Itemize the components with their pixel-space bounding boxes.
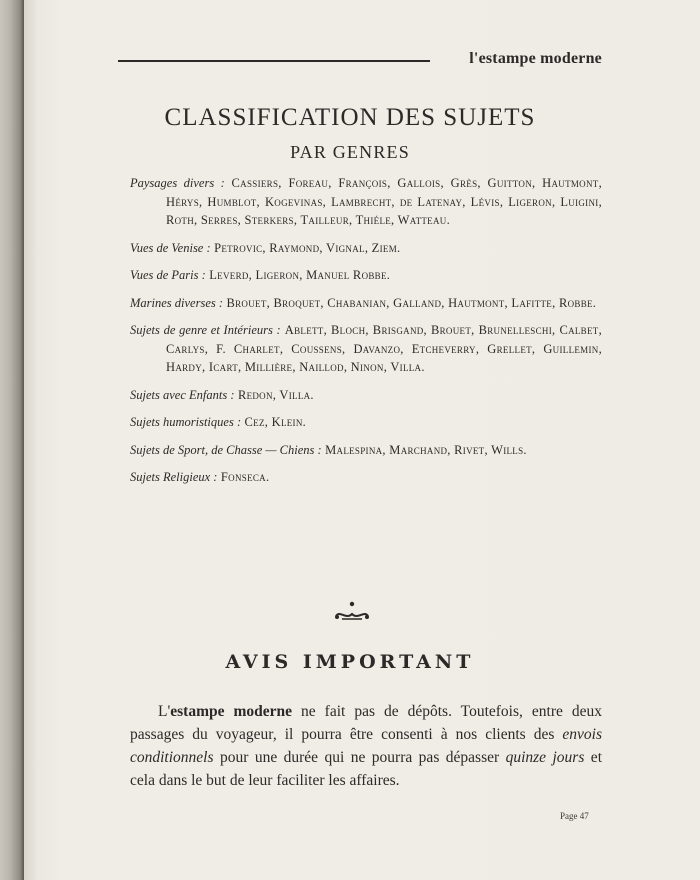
genre-artists: Brouet, Broquet, Chabanian, Galland, Hautmont, Lafitte, Robbe. [226, 295, 597, 310]
notice-emphasis: envois conditionnels [130, 725, 602, 766]
notice-text: pour une durée qui ne pourra pas dépasser [213, 748, 506, 766]
fleuron-ornament-icon [332, 600, 372, 624]
genre-category: Sujets avec Enfants : [130, 387, 235, 402]
genre-category: Vues de Paris : [130, 268, 206, 282]
genre-category: Sujets de genre et Intérieurs : [130, 323, 281, 337]
notice-brand: estampe moderne [170, 702, 293, 720]
genre-artists: Leverd, Ligeron, Manuel Robbe. [209, 268, 391, 282]
genre-artists: Cez, Klein. [244, 415, 307, 429]
header-rule [118, 60, 430, 62]
notice-text: et cela dans le but de leur faciliter les affaires. [130, 748, 602, 789]
genre-entry [130, 468, 602, 487]
genre-category: Sujets humoristiques : [130, 415, 242, 429]
genre-category: Vues de Venise : [130, 240, 211, 255]
genre-entry [130, 239, 602, 258]
header-title: l'estampe moderne [469, 50, 602, 67]
genre-artists: Petrovic, Raymond, Vignal, Ziem. [214, 240, 401, 255]
genre-category: Sujets Religieux : [130, 470, 218, 484]
genre-artists: Ablett, Bloch, Brisgand, Brouet, Brunelleschi, Calbet, Carlys, F. Charlet, Coussens, Davanzo, Etcheverry, Grellet, Guillemin, Hardy, Icart, Millière, Naillod, Ninon, Villa. [166, 323, 603, 374]
genre-entry [130, 294, 602, 313]
genre-entry [130, 386, 602, 405]
section-title: CLASSIFICATION DES SUJETS [164, 104, 536, 131]
genre-category: Paysages divers : [130, 176, 225, 190]
genre-entry [130, 413, 602, 432]
page-number: Page 47 [560, 811, 589, 821]
genre-entry [130, 266, 602, 285]
genre-entry [130, 321, 602, 377]
genre-category: Sujets de Sport, de Chasse — Chiens : [130, 442, 322, 457]
genre-artists: Cassiers, Foreau, François, Gallois, Grès, Guitton, Hautmont, Hérys, Humblot, Kogevinas, Lambrecht, de Latenay, Lévis, Ligeron, Luigini, Roth, Serres, Sterkers, Tailleur, Thiéle, Watteau. [166, 176, 602, 227]
genre-entry [130, 441, 602, 460]
notice-emphasis: quinze jours [505, 748, 585, 766]
genre-artists: Redon, Villa. [237, 387, 314, 402]
notice-paragraph [130, 700, 602, 792]
genre-list [130, 174, 602, 496]
notice-text: ne fait pas de dépôts. Toutefois, entre deux passages du voyageur, il pourra être consenti à nos clients des [130, 702, 602, 743]
genre-artists: Fonseca. [220, 470, 270, 484]
notice-title: AVIS IMPORTANT [225, 651, 475, 673]
book-spine [0, 0, 24, 880]
genre-artists: Malespina, Marchand, Rivet, Wills. [325, 442, 527, 457]
genre-entry [130, 174, 602, 230]
running-header [118, 50, 602, 72]
section-subtitle: PAR GENRES [290, 142, 410, 162]
genre-category: Marines diverses : [130, 295, 224, 310]
notice-text: L' [158, 702, 171, 720]
